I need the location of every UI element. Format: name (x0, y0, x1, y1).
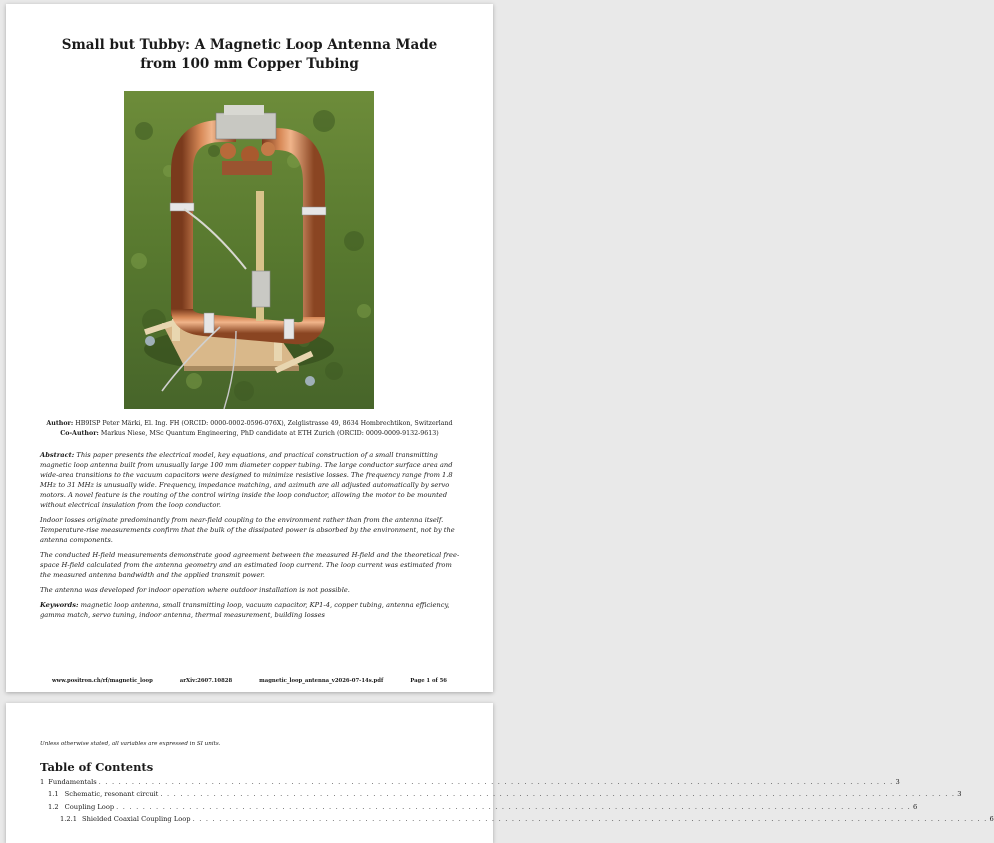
page-footer (52, 678, 447, 684)
document-page-1 (6, 4, 493, 692)
toc-entry-number: 1.2 (48, 802, 59, 811)
author-block (26, 419, 473, 438)
antenna-photo (124, 91, 374, 409)
toc-entry-number: 1 (40, 778, 45, 786)
toc-entry-page: 3 (957, 790, 962, 799)
keywords-paragraph (40, 601, 464, 621)
abstract-section (40, 451, 464, 627)
toc-entry[interactable] (40, 790, 962, 802)
footer-filename: magnetic_loop_antenna_v2026-07-14s.pdf (259, 678, 384, 684)
toc-leader-dots: . . . . . . . . . . . . . . . . . . . . . . . . . . . . . . . . . . . . . . . . . . . . . . . . . . . . . . . . . . . . . . . . . . . . . . . . . . . . . . . . . . . . . . . . . . . . . . . . . . . . . . . . . . . . . . . . . . . . . . . . (116, 802, 911, 811)
toc-entry-title: Shielded Coaxial Coupling Loop (82, 814, 191, 823)
coauthor-label: Co-Author: (60, 429, 99, 437)
toc-entry-title: Fundamentals (48, 778, 97, 786)
si-units-note: Unless otherwise stated, all variables are expressed in SI units. (40, 741, 221, 747)
toc-leader-dots: . . . . . . . . . . . . . . . . . . . . . . . . . . . . . . . . . . . . . . . . . . . . . . . . . . . . . . . . . . . . . . . . . . . . . . . . . . . . . . . . . . . . . . . . . . . . . . . . . . . . . . . . . . . . . . . . . . . . . . . . (98, 778, 894, 786)
toc-entry-number: 1.2.1 (60, 814, 78, 823)
toc-entry[interactable] (40, 778, 900, 790)
document-page-2 (6, 703, 994, 843)
coauthor-text: Markus Niese, MSc Quantum Engineering, PhD candidate at ETH Zurich (ORCID: 0009-0009-9132-9613) (100, 429, 439, 437)
abstract-text: This paper presents the electrical model, key equations, and practical construction of a small transmitting magnetic loop antenna built from unusually large 100 mm diameter copper tubing. The large conductor surface area and wide-area transitions to the vacuum capacitors were designed to minimize resistive losses. The frequency range from 1.8 MHz to 31 MHz is unusually wide. Frequency, impedance matching, and azimuth are all adjusted automatically by servo motors. A novel feature is the routing of the control wiring inside the loop conductor, allowing the motor to be mounted without electrical insulation from the loop conductor. (40, 451, 453, 509)
paragraph-indoor-operation: The antenna was developed for indoor operation where outdoor installation is not possible. (40, 586, 350, 595)
toc-entry[interactable] (40, 814, 994, 827)
footer-arxiv: arXiv:2607.10828 (179, 678, 233, 684)
table-of-contents (40, 778, 994, 827)
paragraph-hfield: The conducted H-field measurements demonstrate good agreement between the measured H-field and the theoretical free-space H-field calculated from the antenna geometry and an estimated loop current. The loop current was estimated from the measured antenna bandwidth and the applied transmit power. (40, 550, 460, 579)
toc-entry[interactable] (40, 802, 918, 815)
author-text: HB9ISP Peter Märki, El. Ing. FH (ORCID: 0000-0002-0596-076X), Zelglistrasse 49, 8634 Hombrechtikon, Switzerland (75, 420, 453, 427)
keywords-label: Keywords: (40, 601, 79, 610)
toc-entry-page: 6 (989, 814, 994, 823)
toc-entry-page: 3 (895, 778, 900, 786)
toc-entry-title: Schematic, resonant circuit (64, 790, 159, 799)
abstract-label: Abstract: (40, 451, 75, 459)
toc-entry-page: 6 (913, 802, 918, 811)
abstract-paragraph (40, 451, 464, 510)
keywords-text: magnetic loop antenna, small transmitting loop, vacuum capacitor, KP1-4, copper tubing, antenna efficiency, gamma match, servo tuning, indoor antenna, thermal measurement, building losses (40, 601, 450, 620)
toc-title: Table of Contents (40, 760, 154, 774)
toc-entry-title: Coupling Loop (64, 802, 115, 811)
paragraph-indoor-losses: Indoor losses originate predominantly from near-field coupling to the environment rather than from the antenna itself. Temperature-rise measurements confirm that the bulk of the dissipated power is absorbed by the environment, not by the antenna components. (40, 515, 455, 544)
toc-leader-dots: . . . . . . . . . . . . . . . . . . . . . . . . . . . . . . . . . . . . . . . . . . . . . . . . . . . . . . . . . . . . . . . . . . . . . . . . . . . . . . . . . . . . . . . . . . . . . . . . . . . . . . . . . . . . . . . . . . . . . . . . (192, 814, 988, 823)
author-label: Author: (46, 420, 74, 427)
toc-entry-number: 1.1 (48, 790, 59, 799)
footer-page-number: Page 1 of 56 (410, 678, 447, 684)
paper-title: Small but Tubby: A Magnetic Loop Antenna Made from 100 mm Copper Tubing (61, 37, 438, 72)
footer-url[interactable]: www.positron.ch/rf/magnetic_loop (52, 678, 153, 684)
toc-leader-dots: . . . . . . . . . . . . . . . . . . . . . . . . . . . . . . . . . . . . . . . . . . . . . . . . . . . . . . . . . . . . . . . . . . . . . . . . . . . . . . . . . . . . . . . . . . . . . . . . . . . . . . . . . . . . . . . . . . . . . . . . (160, 790, 956, 799)
